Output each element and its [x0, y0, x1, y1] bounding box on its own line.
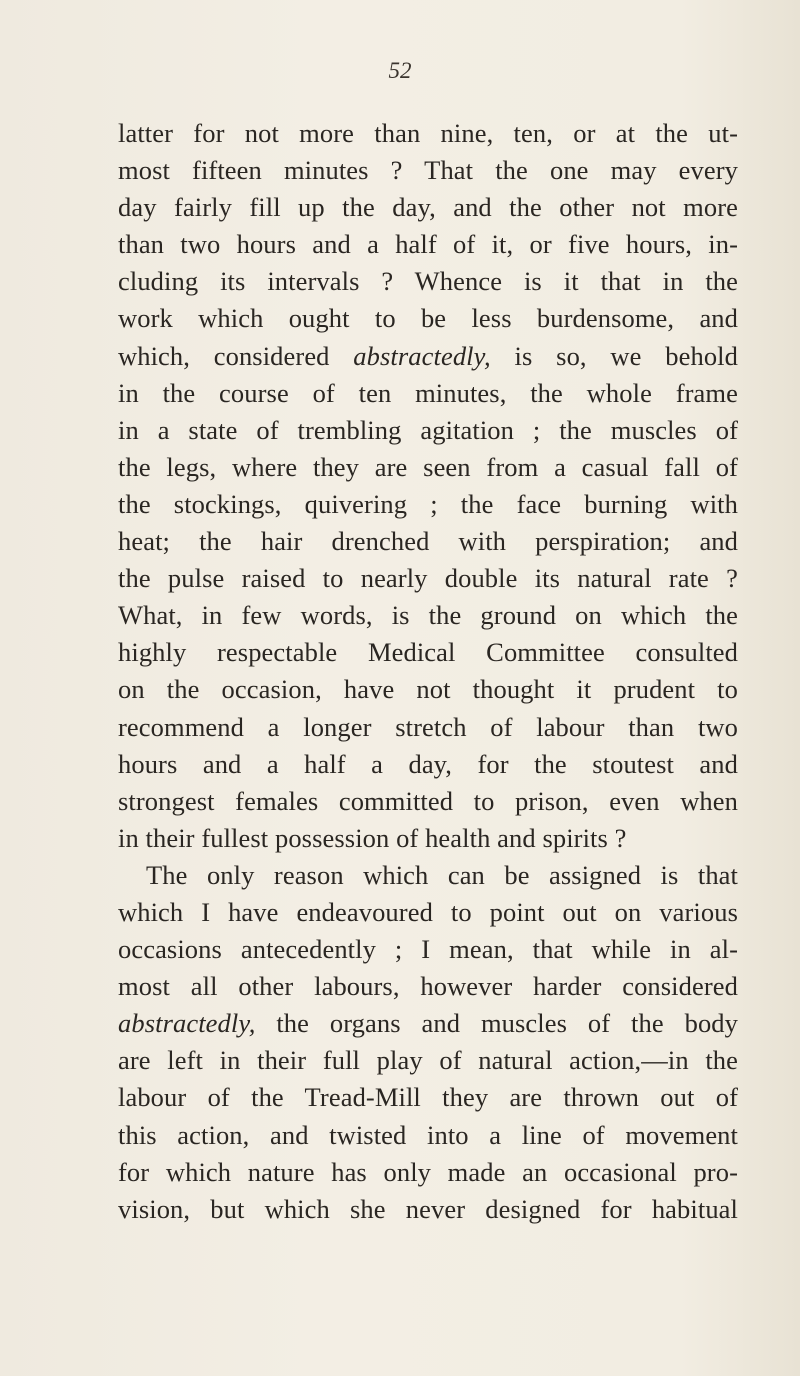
text-line: heat; the hair drenched with perspiration; and: [118, 526, 738, 557]
text-segment: is so, we behold: [490, 340, 738, 371]
text-line: in their fullest possession of health and spirits ?: [118, 822, 627, 853]
text-line: work which ought to be less burdensome, and: [118, 303, 738, 334]
text-line: vision, but which she never designed for habitual: [118, 1193, 738, 1224]
text-line: latter for not more than nine, ten, or at the ut-: [118, 118, 738, 148]
text-line: occasions antecedently ; I mean, that while in al-: [118, 934, 738, 965]
text-line: for which nature has only made an occasional pro-: [118, 1156, 738, 1187]
text-line: this action, and twisted into a line of movement: [118, 1119, 738, 1150]
text-line: than two hours and a half of it, or five hours, in-: [118, 229, 738, 260]
text-line: are left in their full play of natural action,—in the: [118, 1045, 738, 1076]
text-line: the stockings, quivering ; the face burning with: [118, 488, 738, 519]
text-line: on the occasion, have not thought it prudent to: [118, 674, 738, 705]
italic-word: abstractedly,: [353, 340, 491, 371]
text-line: hours and a half a day, for the stoutest and: [118, 748, 738, 779]
text-segment: the organs and muscles of the body: [255, 1008, 738, 1039]
italic-word: abstractedly,: [118, 1008, 256, 1039]
text-line: in the course of ten minutes, the whole frame: [118, 377, 738, 408]
body-text: [118, 115, 738, 1228]
text-line: in a state of trembling agitation ; the muscles of: [118, 414, 738, 445]
text-line: the legs, where they are seen from a casual fall of: [118, 451, 738, 482]
text-line: most all other labours, however harder considered: [118, 971, 738, 1002]
page-number: 52: [388, 58, 412, 83]
text-line: the pulse raised to nearly double its natural rate ?: [118, 563, 738, 594]
paragraph-start-line: The only reason which can be assigned is that: [146, 859, 738, 890]
text-line: cluding its intervals ? Whence is it that in the: [118, 266, 738, 297]
text-line: What, in few words, is the ground on which the: [118, 600, 738, 631]
text-line: recommend a longer stretch of labour than two: [118, 711, 738, 742]
text-segment: which, considered: [118, 340, 354, 371]
text-line: labour of the Tread-Mill they are thrown out of: [118, 1082, 738, 1113]
text-line: highly respectable Medical Committee consulted: [118, 637, 738, 668]
text-line: day fairly fill up the day, and the other not more: [118, 192, 738, 223]
text-line: [118, 1005, 738, 1042]
text-line: strongest females committed to prison, even when: [118, 785, 738, 816]
text-line: [118, 338, 738, 375]
text-line: most fifteen minutes ? That the one may every: [118, 155, 738, 186]
text-line: which I have endeavoured to point out on various: [118, 896, 738, 927]
